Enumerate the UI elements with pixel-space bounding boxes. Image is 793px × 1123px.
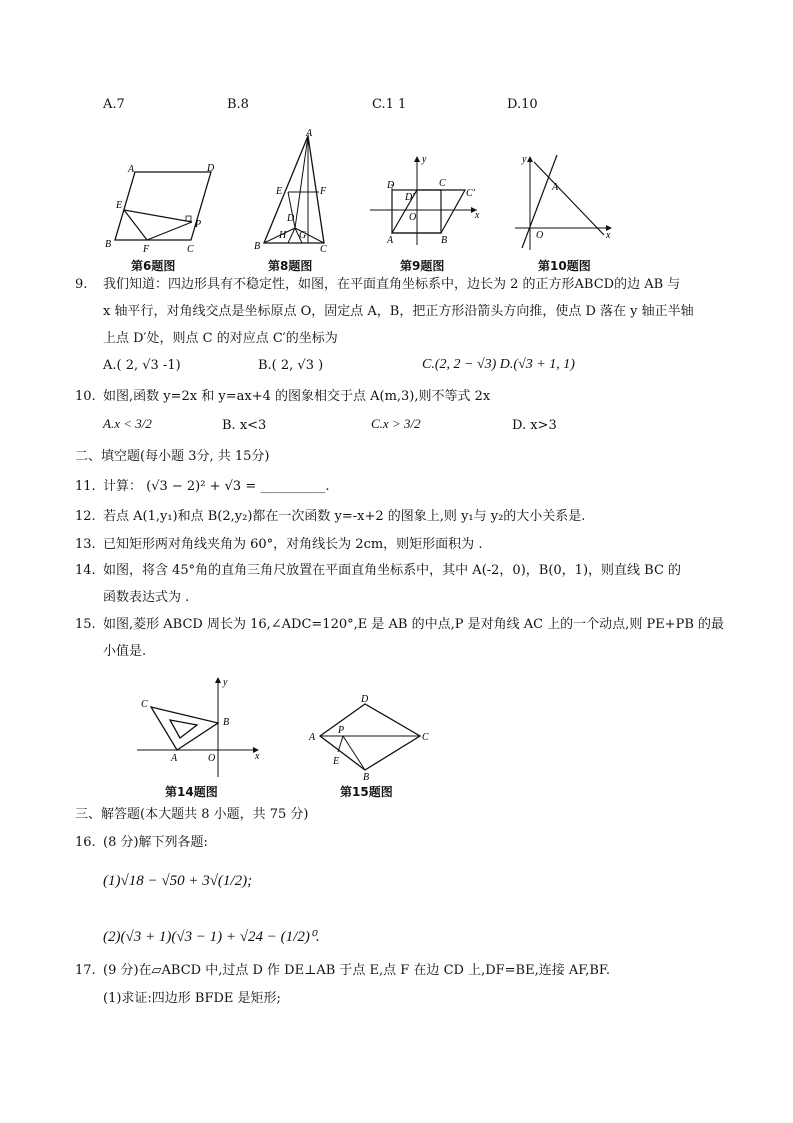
figure-9-coordinate-square: [365, 150, 485, 250]
figure-8-caption: 第8题图: [268, 259, 313, 273]
figure-9-caption: 第9题图: [400, 259, 445, 273]
q9-number: 9.: [75, 277, 88, 292]
q15-line2: 小值是.: [103, 644, 147, 659]
svg-text:C: C: [439, 178, 446, 189]
q17-part1: (1)求证:四边形 BFDE 是矩形;: [103, 991, 281, 1006]
q10-option-c: C.x > 3/2: [371, 416, 421, 431]
section-2-heading: 二、填空题(每小题 3分, 共 15分): [75, 449, 270, 464]
q9-option-a: A.( 2, √3 -1): [103, 358, 181, 373]
q16-text: (8 分)解下列各题:: [103, 835, 208, 850]
q9-option-b: B.( 2, √3 ): [258, 358, 324, 373]
q10-line1: 如图,函数 y=2x 和 y=ax+4 的图象相交于点 A(m,3),则不等式 2x: [103, 389, 491, 404]
figure-14-caption: 第14题图: [165, 785, 218, 799]
svg-text:F: F: [320, 186, 327, 197]
svg-text:B: B: [363, 772, 370, 780]
svg-text:C′: C′: [466, 188, 475, 199]
svg-text:D: D: [387, 180, 395, 191]
svg-text:C: C: [141, 699, 148, 710]
svg-text:O: O: [536, 230, 544, 241]
q14-number: 14.: [75, 563, 96, 578]
svg-text:P: P: [195, 219, 202, 230]
svg-text:B: B: [441, 235, 448, 246]
svg-text:B: B: [223, 717, 230, 728]
q10-option-d: D. x>3: [512, 418, 557, 433]
figure-8-triangle: [250, 128, 335, 253]
svg-text:H: H: [279, 230, 287, 241]
svg-text:O: O: [409, 212, 417, 223]
q8-option-a: A.7: [103, 97, 125, 112]
svg-text:y: y: [522, 154, 527, 165]
q10-number: 10.: [75, 389, 96, 404]
q12-text: 若点 A(1,y₁)和点 B(2,y₂)都在一次函数 y=-x+2 的图象上,则 y₁与 y₂的大小关系是.: [103, 509, 586, 524]
figure-15-rhombus: [305, 692, 435, 780]
svg-text:P: P: [338, 725, 345, 736]
svg-text:x: x: [606, 230, 611, 241]
q9-line1: 我们知道：四边形具有不稳定性，如图，在平面直角坐标系中，边长为 2 的正方形ABCD的边 AB 与: [103, 277, 681, 292]
section-3-heading: 三、解答题(本大题共 8 小题，共 75 分): [75, 807, 309, 822]
q16-part1: (1)√18 − √50 + 3√(1/2);: [103, 873, 253, 889]
svg-text:y: y: [223, 677, 228, 688]
q15-number: 15.: [75, 617, 96, 632]
q11-number: 11.: [75, 479, 96, 494]
q15-line1: 如图,菱形 ABCD 周长为 16,∠ADC=120°,E 是 AB 的中点,P 是对角线 AC 上的一个动点,则 PE+PB 的最: [103, 617, 725, 632]
svg-text:x: x: [475, 210, 480, 221]
q11-text: 计算： (√3 − 2)² + √3 = __________.: [103, 479, 330, 494]
q16-part2: (2)(√3 + 1)(√3 − 1) + √24 − (1/2)⁰.: [103, 929, 320, 945]
figure-6-parallelogram: [95, 160, 215, 255]
svg-text:A: A: [128, 164, 135, 175]
svg-text:E: E: [116, 200, 123, 211]
figure-10-caption: 第10题图: [538, 259, 591, 273]
svg-text:F: F: [143, 244, 150, 255]
svg-text:B: B: [105, 239, 112, 250]
svg-text:y: y: [422, 154, 427, 165]
svg-text:E: E: [333, 756, 340, 767]
q17-text: (9 分)在▱ABCD 中,过点 D 作 DE⊥AB 于点 E,点 F 在边 CD 上,DF=BE,连接 AF,BF.: [103, 963, 611, 978]
q14-line1: 如图，将含 45°角的直角三角尺放置在平面直角坐标系中，其中 A(-2，0)，B(0，1)，则直线 BC 的: [103, 563, 682, 578]
q10-option-b: B. x<3: [222, 418, 267, 433]
q10-option-a: A.x < 3/2: [103, 416, 152, 431]
figure-10-two-lines: [512, 150, 617, 252]
svg-text:D′: D′: [405, 192, 415, 203]
q12-number: 12.: [75, 509, 96, 524]
svg-text:A: A: [306, 128, 313, 139]
q13-number: 13.: [75, 537, 96, 552]
svg-text:C: C: [422, 732, 429, 743]
svg-text:D: D: [207, 163, 215, 174]
svg-text:D: D: [361, 694, 369, 705]
q8-option-d: D.10: [507, 97, 538, 112]
svg-text:O: O: [208, 753, 216, 764]
svg-text:G: G: [299, 230, 307, 241]
q9-line2: x 轴平行，对角线交点是坐标原点 O，固定点 A，B，把正方形沿箭头方向推，使点 D 落在 y 轴正半轴: [103, 304, 694, 319]
q16-number: 16.: [75, 835, 96, 850]
q9-option-cd: C.(2, 2 − √3) D.(√3 + 1, 1): [422, 357, 575, 372]
q9-line3: 上点 D′处，则点 C 的对应点 C′的坐标为: [103, 331, 338, 346]
svg-text:A: A: [552, 182, 559, 193]
svg-text:C: C: [320, 244, 327, 253]
svg-text:B: B: [254, 241, 261, 252]
svg-text:x: x: [255, 751, 260, 762]
q14-line2: 函数表达式为 .: [103, 590, 190, 605]
svg-text:A: A: [171, 753, 178, 764]
svg-text:C: C: [187, 244, 194, 255]
svg-text:A: A: [387, 235, 394, 246]
q8-option-c: C.1 1: [372, 97, 407, 112]
figure-6-caption: 第6题图: [131, 259, 176, 273]
figure-15-caption: 第15题图: [340, 785, 393, 799]
svg-text:E: E: [276, 186, 283, 197]
q8-option-b: B.8: [227, 97, 249, 112]
figure-14-set-square: [135, 675, 265, 780]
q17-number: 17.: [75, 963, 96, 978]
svg-text:D: D: [287, 213, 295, 224]
q13-text: 已知矩形两对角线夹角为 60°，对角线长为 2cm，则矩形面积为 .: [103, 537, 483, 552]
svg-text:A: A: [309, 732, 316, 743]
